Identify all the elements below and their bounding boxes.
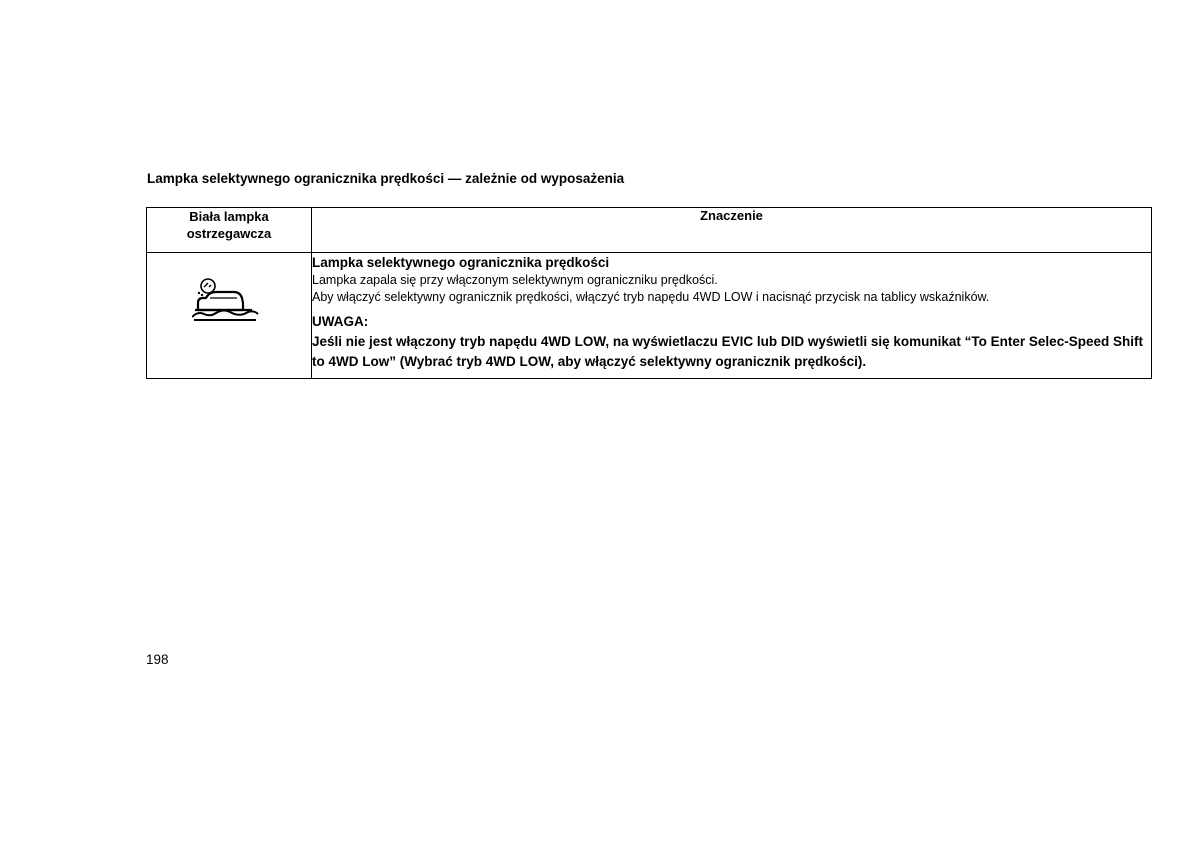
icon-cell [147, 253, 312, 379]
entry-line-1: Lampka zapala się przy włączonym selektywnym ograniczniku prędkości. [312, 273, 718, 287]
section-heading: Lampka selektywnego ogranicznika prędkości — zależnie od wyposażenia [147, 171, 625, 186]
entry-line-2: Aby włączyć selektywny ogranicznik prędkości, włączyć tryb napędu 4WD LOW i nacisnąć przycisk na tablicy wskaźników. [312, 290, 990, 304]
warning-light-table [146, 207, 1152, 379]
column-header-lamp: Biała lampka ostrzegawcza [147, 208, 312, 253]
meaning-cell [312, 253, 1152, 379]
page-number: 198 [146, 652, 169, 667]
table-row [147, 253, 1152, 379]
note-text: Jeśli nie jest włączony tryb napędu 4WD LOW, na wyświetlaczu EVIC lub DID wyświetli się komunikat “To Enter Selec-Speed Shift to 4WD Low” (Wybrać tryb 4WD LOW, aby włączyć selektywny ogranicznik prędkości). [312, 334, 1143, 369]
selec-speed-control-icon [192, 277, 262, 325]
column-header-meaning: Znaczenie [312, 208, 1152, 253]
entry-title: Lampka selektywnego ogranicznika prędkości [312, 255, 610, 270]
table-header-row [147, 208, 1152, 253]
note-label: UWAGA: [312, 314, 369, 329]
